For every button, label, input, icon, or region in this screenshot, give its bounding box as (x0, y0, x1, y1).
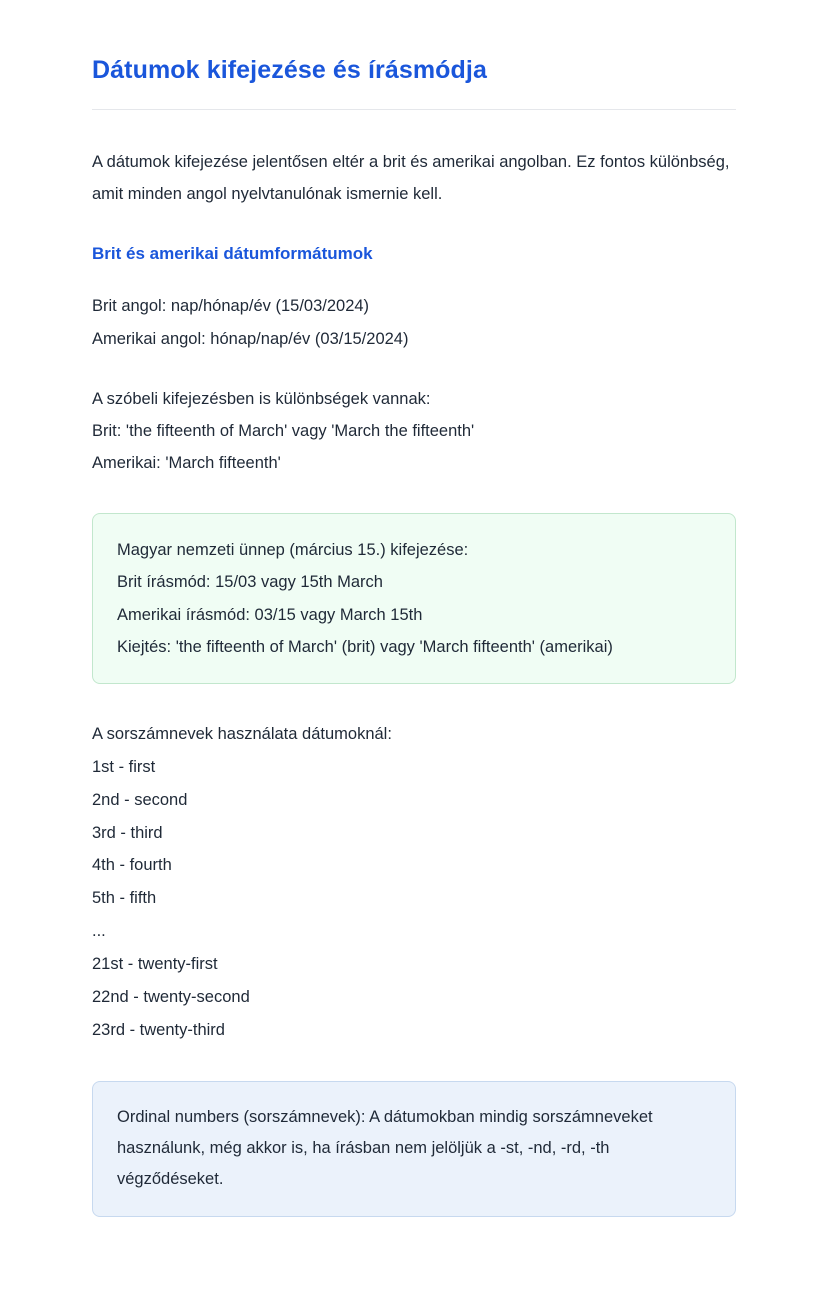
format-line-american: Amerikai angol: hónap/nap/év (03/15/2024) (92, 329, 409, 348)
note-box-ordinal-numbers (92, 1081, 736, 1217)
section-heading-date-formats: Brit és amerikai dátumformátumok (92, 244, 373, 264)
ordinal-item-ellipsis: ... (92, 922, 106, 941)
note-box-text: Ordinal numbers (sorszámnevek): A dátumokban mindig sorszámneveket használunk, még akkor is, ha írásban nem jelöljük a -st, -nd, -rd, -th végződéseket. (117, 1107, 653, 1189)
green-box-line-title: Magyar nemzeti ünnep (március 15.) kifejezése: (117, 541, 469, 560)
spoken-line-american: Amerikai: 'March fifteenth' (92, 454, 281, 473)
spoken-line-british: Brit: 'the fifteenth of March' vagy 'March the fifteenth' (92, 421, 475, 440)
title-divider (92, 109, 736, 110)
ordinal-numbers-list (92, 718, 736, 1047)
ordinal-item: 5th - fifth (92, 889, 157, 908)
ordinal-item: 22nd - twenty-second (92, 987, 250, 1006)
spoken-line-intro: A szóbeli kifejezésben is különbségek vannak: (92, 389, 431, 408)
green-box-line-british: Brit írásmód: 15/03 vagy 15th March (117, 573, 383, 592)
ordinal-item: 2nd - second (92, 790, 188, 809)
ordinal-item: 4th - fourth (92, 856, 172, 875)
ordinal-item: 23rd - twenty-third (92, 1020, 225, 1039)
spoken-paragraph (92, 383, 736, 480)
ordinal-item: 1st - first (92, 757, 156, 776)
intro-paragraph: A dátumok kifejezése jelentősen eltér a brit és amerikai angolban. Ez fontos különbség, amit minden angol nyelvtanulónak ismernie kell. (92, 153, 730, 204)
ordinal-item: 3rd - third (92, 823, 163, 842)
green-box-line-pronunciation: Kiejtés: 'the fifteenth of March' (brit) vagy 'March fifteenth' (amerikai) (117, 637, 613, 656)
ordinal-list-heading: A sorszámnevek használata dátumoknál: (92, 724, 392, 743)
ordinal-item: 21st - twenty-first (92, 955, 218, 974)
highlight-box-hungarian-holiday (92, 513, 736, 684)
page-title: Dátumok kifejezése és írásmódja (92, 56, 487, 84)
format-line-british: Brit angol: nap/hónap/év (15/03/2024) (92, 297, 370, 316)
green-box-line-american: Amerikai írásmód: 03/15 vagy March 15th (117, 605, 423, 624)
date-format-paragraph (92, 290, 736, 354)
